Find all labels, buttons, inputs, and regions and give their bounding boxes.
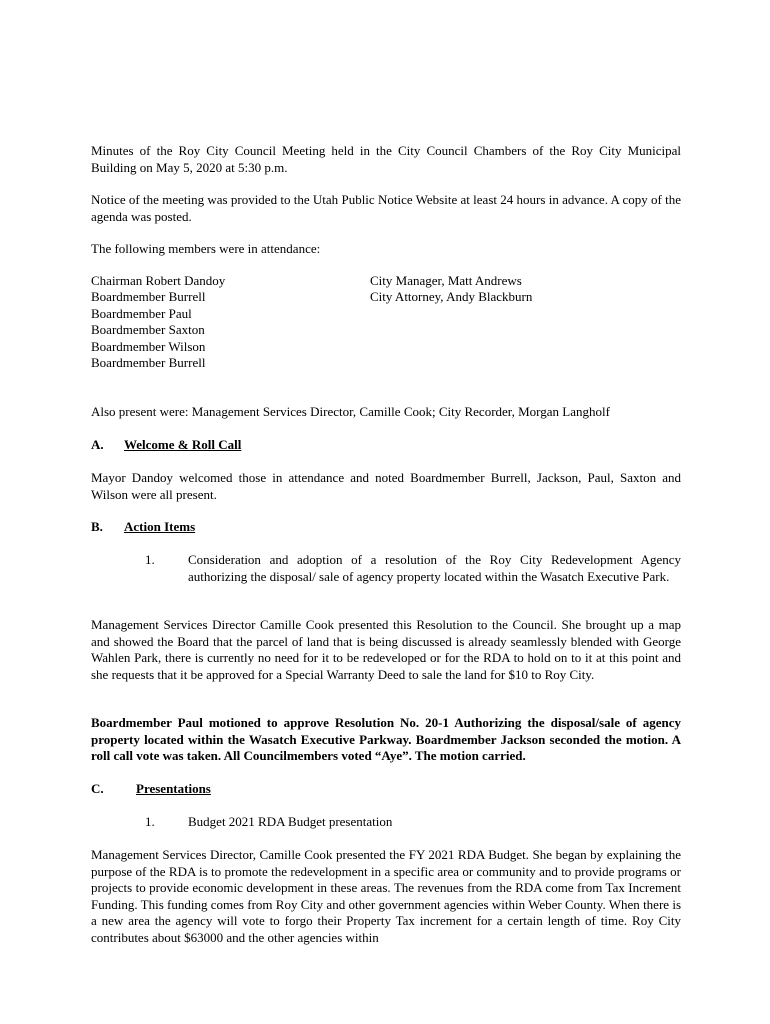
attendance-intro: The following members were in attendance: — [91, 241, 321, 256]
item-text: Consideration and adoption of a resolution of the Roy City Redevelopment Agency authorizing the disposal/ sale of agency property located within the Wasatch Executive Park. — [188, 552, 681, 584]
intro-paragraph: Minutes of the Roy City Council Meeting held in the City Council Chambers of the Roy City Municipal Building on May 5, 2020 at 5:30 p.m. — [91, 143, 681, 175]
attendee: City Manager, Matt Andrews — [370, 273, 522, 288]
item-number: 1. — [145, 552, 155, 567]
item-number: 1. — [145, 814, 155, 829]
section-a-body: Mayor Dandoy welcomed those in attendance and noted Boardmember Burrell, Jackson, Paul, Saxton and Wilson were all present. — [91, 470, 681, 502]
section-title: Presentations — [136, 781, 211, 796]
section-b-body: Management Services Director Camille Cook presented this Resolution to the Council. She brought up a map and showed the Board that the parcel of land that is being discussed is already seamlessly blended with George Wahlen Park, there is currently no need for it to be redeveloped or for the RDA to hold on to it at this point and she requests that it be approved for a Special Warranty Deed to sale the land for $10 to Roy City. — [91, 617, 681, 682]
board-members-column — [91, 273, 361, 371]
staff-column — [370, 273, 670, 306]
notice-paragraph: Notice of the meeting was provided to the Utah Public Notice Website at least 24 hours in advance. A copy of the agenda was posted. — [91, 192, 681, 224]
section-a-heading — [91, 437, 242, 454]
motion-paragraph: Boardmember Paul motioned to approve Resolution No. 20-1 Authorizing the disposal/sale of agency property located within the Wasatch Executive Parkway. Boardmember Jackson seconded the motion. A roll call vote was taken. All Councilmembers voted “Aye”. The motion carried. — [91, 715, 681, 763]
section-letter: B. — [91, 519, 103, 534]
section-c-heading — [91, 781, 211, 798]
section-letter: C. — [91, 781, 104, 796]
attendee: Boardmember Wilson — [91, 338, 206, 354]
attendee: City Attorney, Andy Blackburn — [370, 289, 533, 305]
attendee: Boardmember Burrell — [91, 354, 206, 370]
section-title: Welcome & Roll Call — [124, 437, 242, 452]
attendee: Boardmember Burrell — [91, 289, 206, 305]
attendee: Chairman Robert Dandoy — [91, 273, 226, 288]
attendee: Boardmember Paul — [91, 305, 192, 321]
section-letter: A. — [91, 437, 104, 452]
section-title: Action Items — [124, 519, 196, 534]
section-b-heading — [91, 519, 196, 536]
also-present: Also present were: Management Services Director, Camille Cook; City Recorder, Morgan Langholf — [91, 404, 610, 419]
attendee: Boardmember Saxton — [91, 322, 205, 338]
section-c-body: Management Services Director, Camille Cook presented the FY 2021 RDA Budget. She began by explaining the purpose of the RDA is to promote the redevelopment in a specific area or community and to provide programs or projects to provide economic development in these areas. The revenues from the RDA come from Tax Increment Funding. This funding comes from Roy City and other government agencies within Weber County. When there is a new area the agency will vote to forgo their Property Tax increment for a certain length of time. Roy City contributes about $63000 and the other agencies within — [91, 847, 681, 945]
item-text: Budget 2021 RDA Budget presentation — [188, 814, 393, 829]
